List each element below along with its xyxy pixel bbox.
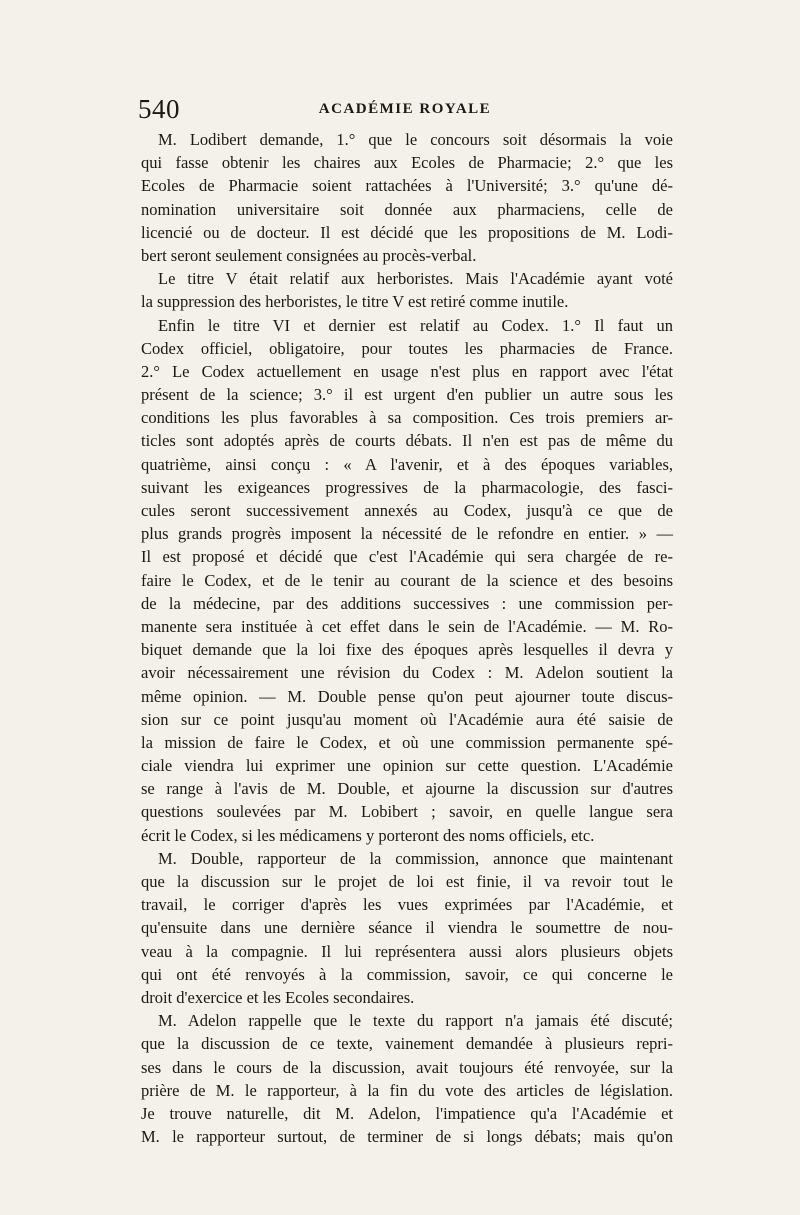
text-line: Il est proposé et décidé que c'est l'Académie qui sera chargée de re- [141, 547, 673, 567]
text-line: 2.° Le Codex actuellement en usage n'est plus en rapport avec l'état [141, 361, 673, 381]
page-header [138, 94, 672, 122]
text-line: Enfin le titre VI et dernier est relatif au Codex. 1.° Il faut un [158, 315, 673, 335]
page-number: 540 [138, 94, 180, 124]
text-line: la mission de faire le Codex, et où une commission permanente spé- [141, 732, 673, 752]
text-line: questions soulevées par M. Lobibert ; savoir, en quelle langue sera [141, 802, 673, 822]
text-line: avoir nécessairement une révision du Codex : M. Adelon soutient la [141, 663, 673, 683]
text-line: biquet demande que la loi fixe des époques après lesquelles il devra y [141, 640, 673, 660]
text-line: suivant les exigeances progressives de la pharmacologie, des fasci- [141, 477, 673, 497]
text-line: présent de la science; 3.° il est urgent d'en publier un autre sous les [141, 385, 673, 405]
text-line: écrit le Codex, si les médicamens y porteront des noms officiels, etc. [141, 825, 595, 845]
text-line: cules seront successivement annexés au Codex, jusqu'à ce que de [141, 501, 673, 520]
text-line: Codex officiel, obligatoire, pour toutes les pharmacies de France. [141, 338, 673, 358]
text-line: M. Lodibert demande, 1.° que le concours soit désormais la voie [158, 130, 673, 149]
text-line: conditions les plus favorables à sa composition. Ces trois premiers ar- [141, 408, 673, 428]
text-line: ticles sont adoptés après de courts débats. Il n'en est pas de même du [141, 431, 673, 451]
text-line: licencié ou de docteur. Il est décidé que les propositions de M. Lodi- [141, 222, 673, 242]
text-line: qui ont été renvoyés à la commission, savoir, ce qui concerne le [141, 964, 673, 984]
text-line: de la médecine, par des additions successives : une commission per- [141, 593, 673, 613]
text-line: bert seront seulement consignées au procès-verbal. [141, 245, 477, 265]
text-line: la suppression des herboristes, le titre V est retiré comme inutile. [141, 292, 569, 312]
text-line: veau à la compagnie. Il lui représentera aussi alors plusieurs objets [141, 941, 673, 961]
text-line: M. le rapporteur surtout, de terminer de si longs débats; mais qu'on [141, 1127, 673, 1147]
text-line: se range à l'avis de M. Double, et ajourne la discussion sur d'autres [141, 779, 673, 799]
text-line: ses dans le cours de la discussion, avait toujours été renvoyée, sur la [141, 1057, 673, 1077]
running-title: ACADÉMIE ROYALE [318, 101, 492, 117]
text-line: qu'ensuite dans une dernière séance il viendra le soumettre de nou- [141, 918, 673, 938]
text-line: Je trouve naturelle, dit M. Adelon, l'impatience qu'a l'Académie et [141, 1103, 673, 1123]
text-line: que la discussion sur le projet de loi est finie, il va revoir tout le [141, 872, 673, 891]
text-line: faire le Codex, et de le tenir au courant de la science et des besoins [141, 570, 673, 590]
text-line: quatrième, ainsi conçu : « A l'avenir, et à des époques variables, [141, 454, 673, 474]
text-line: droit d'exercice et les Ecoles secondaires. [141, 987, 415, 1007]
text-line: Le titre V était relatif aux herboristes. Mais l'Académie ayant voté [158, 269, 673, 289]
text-line: manente sera instituée à cet effet dans le sein de l'Académie. — M. Ro- [141, 616, 673, 636]
text-line: que la discussion de ce texte, vainement demandée à plusieurs repri- [141, 1034, 673, 1054]
text-line: travail, le corriger d'après les vues exprimées par l'Académie, et [141, 895, 673, 915]
text-line: sion sur ce point jusqu'au moment où l'Académie aura été saisie de [141, 709, 673, 729]
text-line: M. Adelon rappelle que le texte du rapport n'a jamais été discuté; [158, 1011, 673, 1031]
text-line: nomination universitaire soit donnée aux pharmaciens, celle de [141, 199, 673, 219]
text-line: même opinion. — M. Double pense qu'on peut ajourner toute discus- [141, 686, 673, 706]
text-line: plus grands progrès imposent la nécessité de le refondre en entier. » — [141, 524, 673, 544]
body-text [141, 128, 673, 1148]
text-line: qui fasse obtenir les chaires aux Ecoles de Pharmacie; 2.° que les [141, 153, 673, 173]
text-line: Ecoles de Pharmacie soient rattachées à l'Université; 3.° qu'une dé- [141, 176, 673, 196]
text-line: M. Double, rapporteur de la commission, annonce que maintenant [158, 848, 673, 868]
text-line: ciale viendra lui exprimer une opinion sur cette question. L'Académie [141, 756, 673, 776]
text-line: prière de M. le rapporteur, à la fin du vote des articles de législation. [141, 1080, 673, 1100]
